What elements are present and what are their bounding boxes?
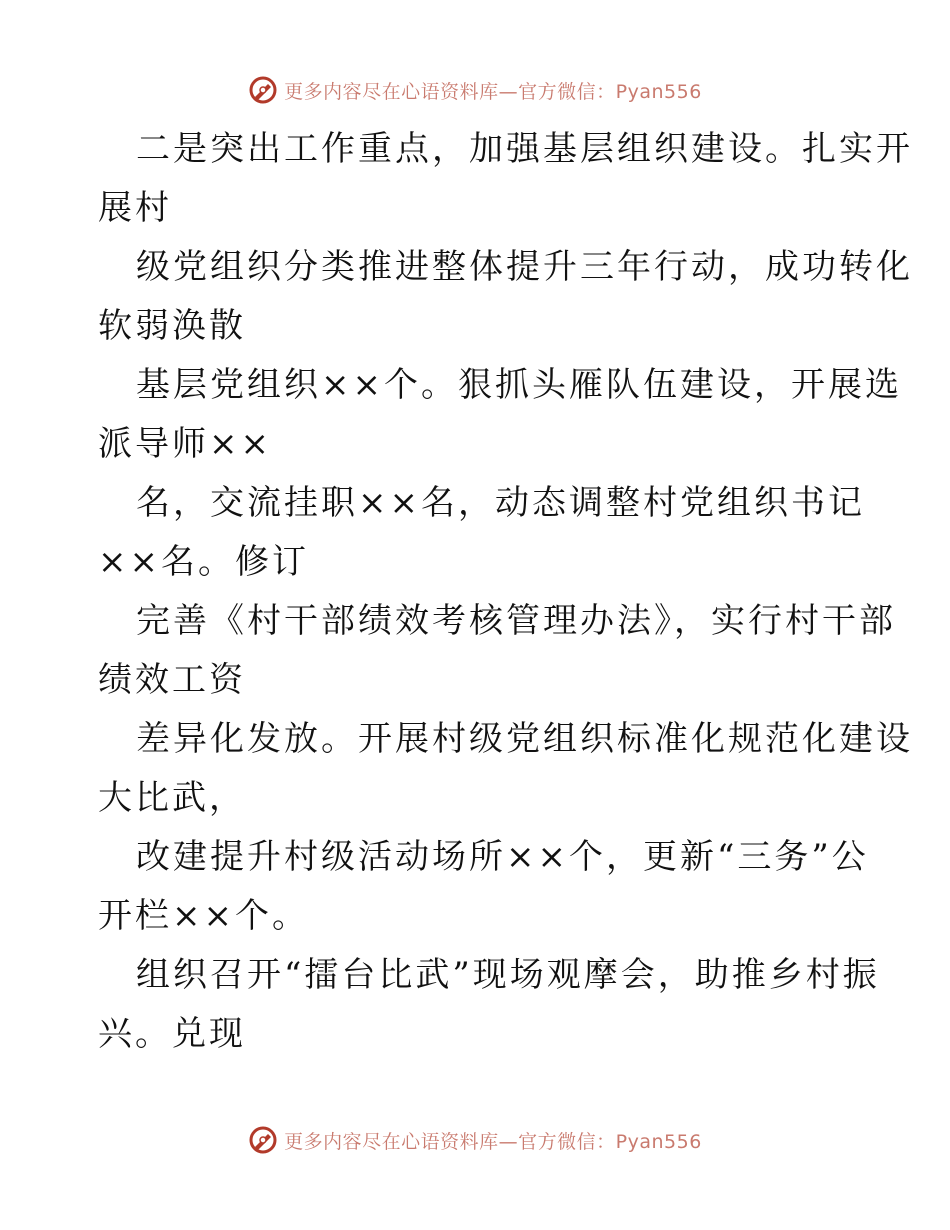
header-banner-text: 更多内容尽在心语资料库—官方微信：Pyan556 — [284, 80, 702, 103]
paragraph-line: 基层党组织××个。狠抓头雁队伍建设，开展选 — [136, 365, 902, 405]
paragraph-line: 二是突出工作重点，加强基层组织建设。扎实开 — [136, 129, 913, 169]
paragraph-line: 展村 — [98, 188, 172, 228]
paragraph-line: 名，交流挂职××名，动态调整村党组织书记 — [136, 483, 865, 523]
paragraph-line: 开栏××个。 — [98, 896, 309, 936]
paragraph — [98, 710, 913, 828]
paragraph — [98, 238, 913, 356]
pen-logo-icon — [248, 1125, 278, 1155]
pen-logo-icon — [248, 75, 278, 105]
paragraph-line: 派导师×× — [98, 424, 272, 464]
paragraph-line: 绩效工资 — [98, 660, 246, 700]
paragraph — [98, 828, 869, 946]
paragraph — [98, 592, 896, 710]
paragraph-line: 软弱涣散 — [98, 306, 246, 346]
paragraph-line: 大比武， — [98, 778, 246, 818]
paragraph-line: 改建提升村级活动场所××个，更新“三务”公 — [136, 837, 869, 877]
paragraph-line: 组织召开“擂台比武”现场观摩会，助推乡村振 — [136, 955, 880, 995]
footer-banner — [0, 1120, 950, 1160]
document-body — [98, 120, 913, 1064]
paragraph — [98, 946, 880, 1064]
paragraph-line: ××名。修订 — [98, 542, 309, 582]
paragraph-line: 兴。兑现 — [98, 1014, 246, 1054]
footer-banner-text: 更多内容尽在心语资料库—官方微信：Pyan556 — [284, 1130, 702, 1153]
paragraph-line: 差异化发放。开展村级党组织标准化规范化建设 — [136, 719, 913, 759]
paragraph-line: 完善《村干部绩效考核管理办法》，实行村干部 — [136, 601, 896, 641]
paragraph-line: 级党组织分类推进整体提升三年行动，成功转化 — [136, 247, 913, 287]
paragraph — [98, 474, 865, 592]
paragraph — [98, 120, 913, 238]
paragraph — [98, 356, 902, 474]
header-banner — [0, 70, 950, 110]
